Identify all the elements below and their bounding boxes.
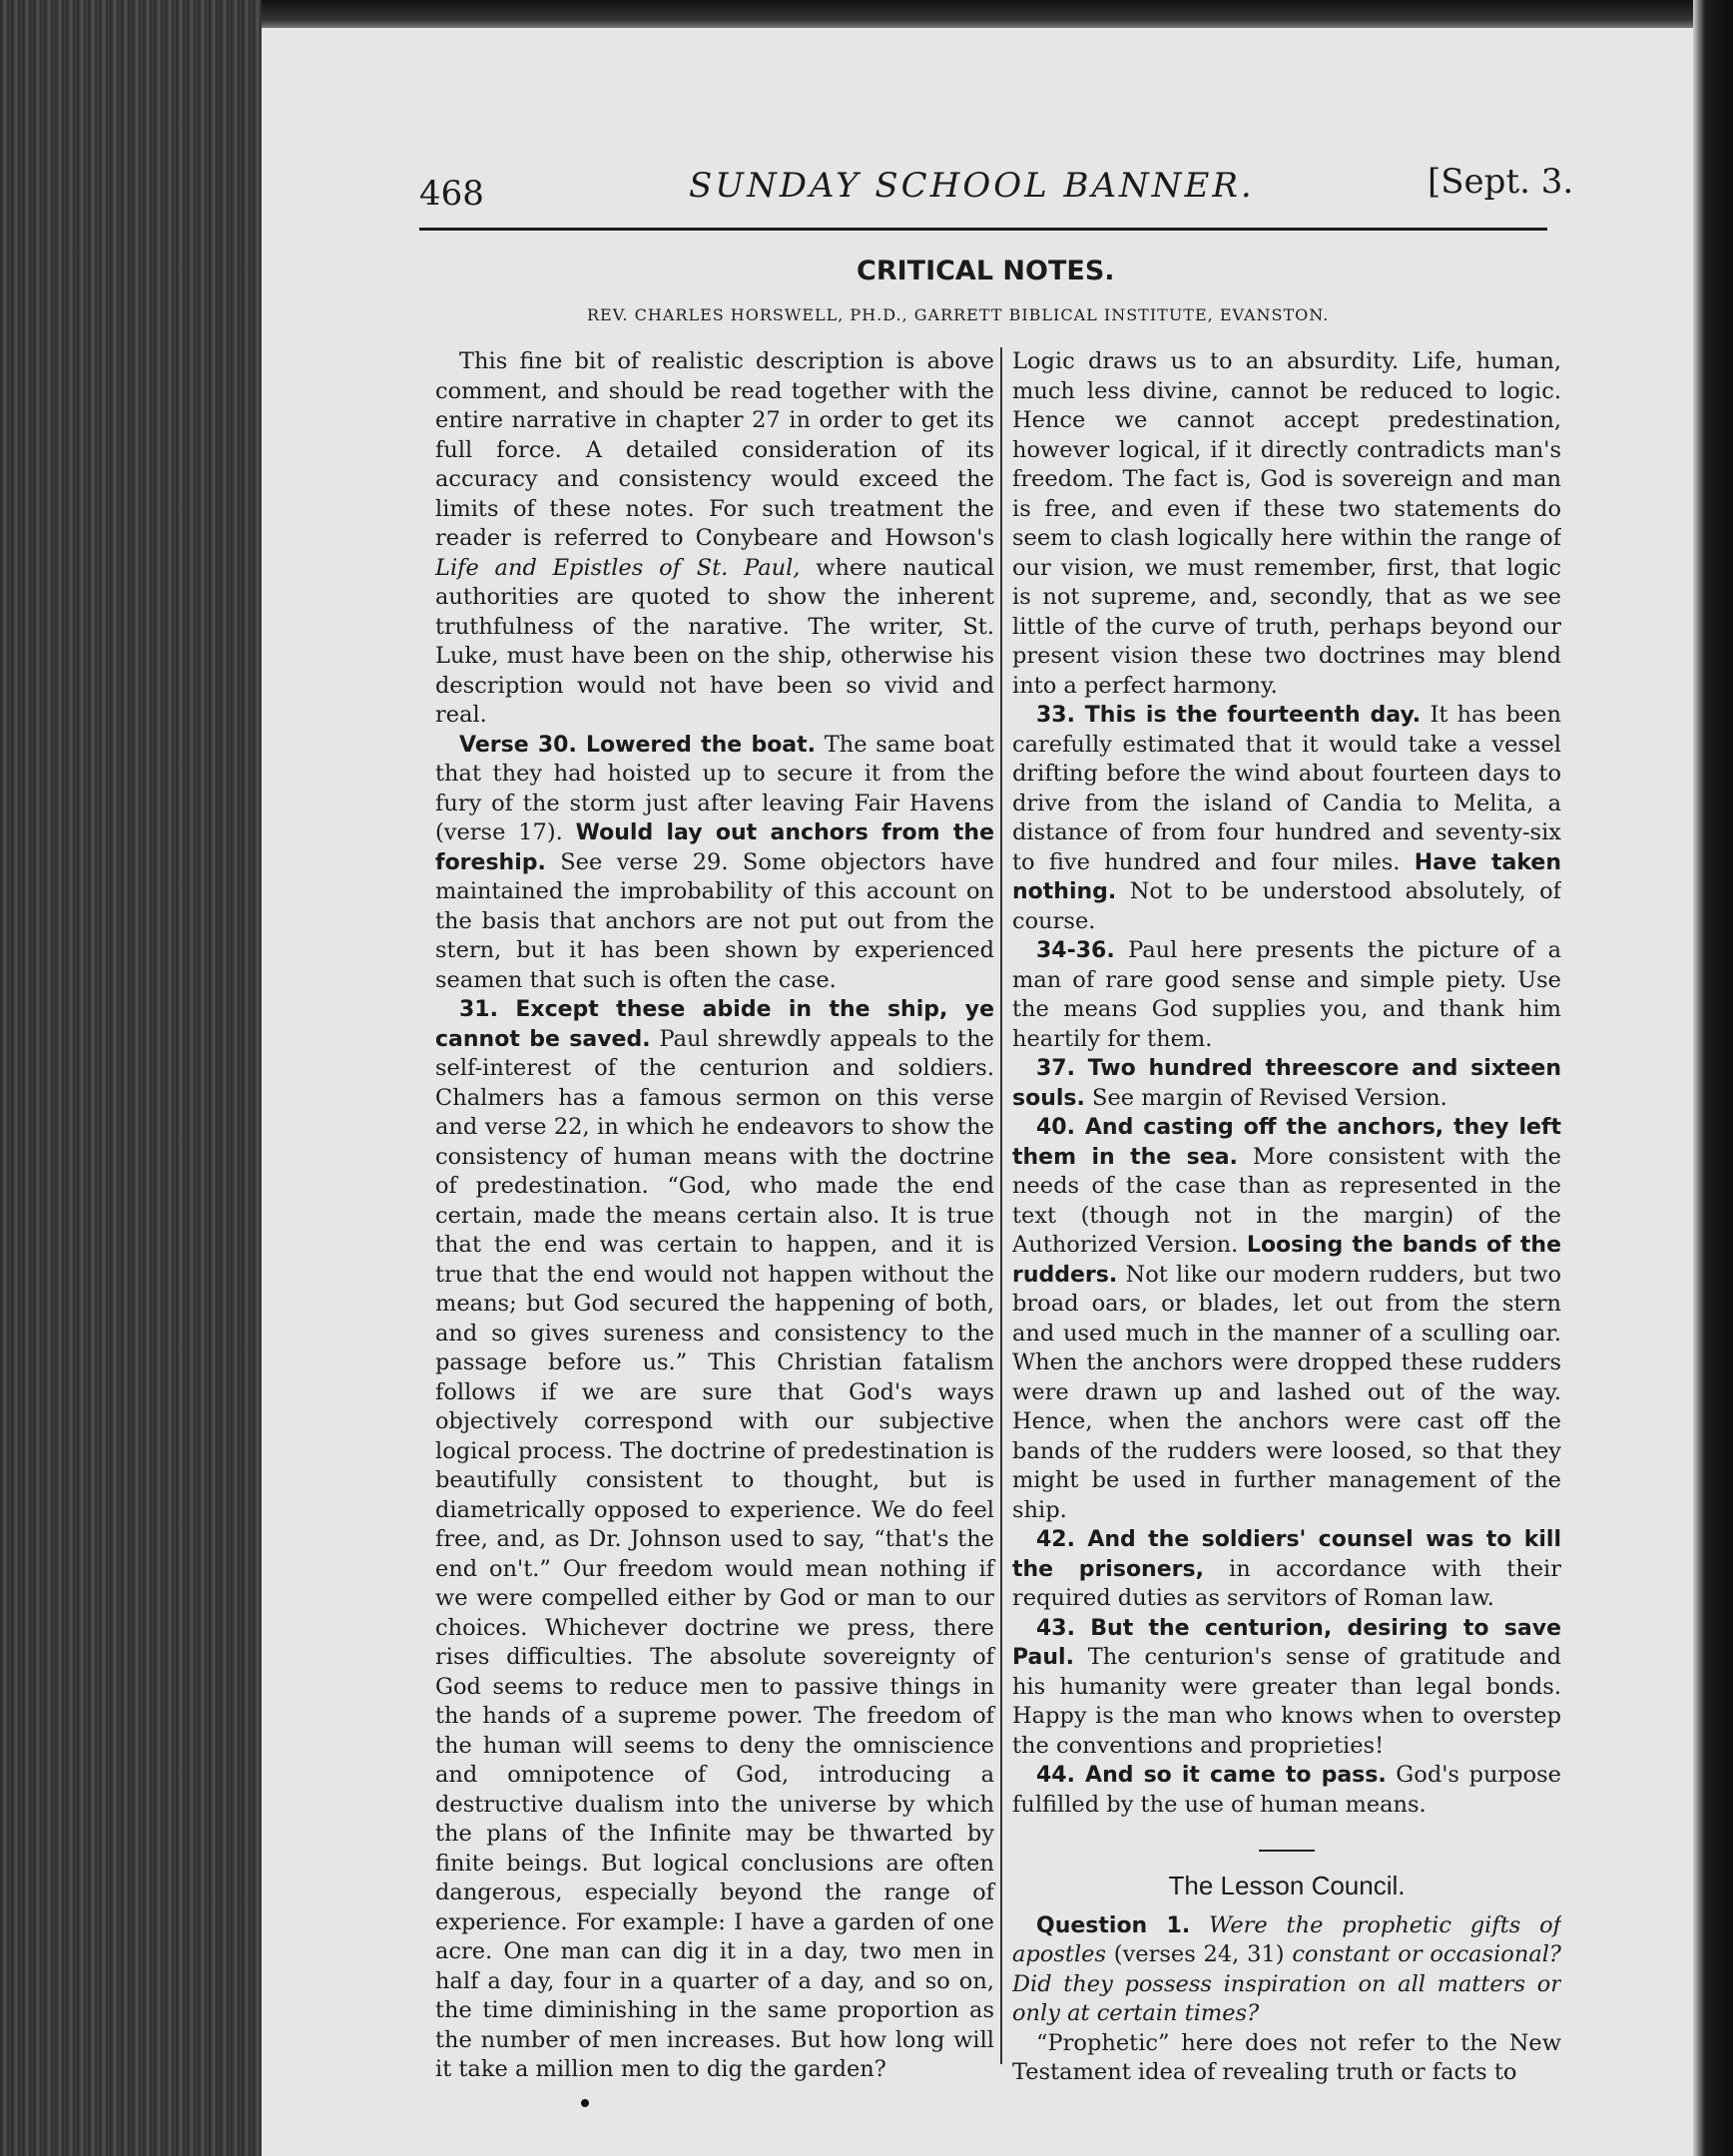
text-run: God's purpose fulfilled by the use of human means. <box>1012 1762 1561 1818</box>
text-run: This fine bit of realistic description is above comment, and should be read together with the entire narrative in chapter 27 in order to get its full force. A detailed consideration of its accuracy and consistency would exceed the limits of these notes. For such treatment the reader is referred to Conybeare and Howson's <box>435 348 994 551</box>
page-number: 468 <box>419 174 484 214</box>
text-run: The centurion's sense of gratitude and his humanity were greater than legal bonds. Happy is the man who knows when to overstep the conventions and proprieties! <box>1012 1644 1561 1759</box>
verse-heading: 33. This is the fourteenth day. <box>1036 703 1422 728</box>
text-run: See verse 29. Some objectors have maintained the improbability of this account on the basis that anchors are not put out from the stern, but it has been shown by experienced seamen that such is often the case. <box>435 848 994 993</box>
verse-heading: Loosing the bands of the rudders. <box>1012 1233 1561 1288</box>
issue-date: [Sept. 3. <box>1428 162 1574 202</box>
text-run: It has been carefully estimated that it would take a vessel drifting before the wind about fourteen days to drive from the island of Candia to Melita, a distance of from four hundred and seventy-six to five hundred and four miles. <box>1012 702 1561 875</box>
text-run: The same boat that they had hoisted up to secure it from the fury of the storm just after leaving Fair Havens (verse 17). <box>435 731 994 845</box>
book-page-edges <box>0 0 262 2156</box>
verse-heading: 40. And casting off the anchors, they left them in the sea. <box>1012 1115 1561 1170</box>
section-divider <box>1259 1850 1315 1852</box>
note-verse-43 <box>1012 1614 1561 1762</box>
section-title: CRITICAL NOTES. <box>857 256 1115 286</box>
journal-title: SUNDAY SCHOOL BANNER. <box>689 166 1255 206</box>
text-run: Not to be understood absolutely, of course. <box>1012 878 1561 934</box>
question-heading: Question 1. <box>1036 1912 1191 1938</box>
text-run: More consistent with the needs of the case than as represented in the text (though not in the margin) of the Authorized Version. <box>1012 1143 1561 1258</box>
header-rule <box>419 228 1547 231</box>
question-text: Were the prophetic gifts of apostles <box>1012 1911 1561 1967</box>
text-run: Paul here presents the picture of a man of rare good sense and simple piety. Use the means God supplies you, and thank him heartily for them. <box>1012 937 1561 1052</box>
column-divider <box>1000 347 1002 2064</box>
ink-smudge <box>580 2098 591 2109</box>
note-verse-40 <box>1012 1113 1561 1525</box>
question-1 <box>1012 1911 1561 2029</box>
note-verse-42 <box>1012 1525 1561 1614</box>
note-verse-34-36 <box>1012 936 1561 1054</box>
right-column <box>1012 347 1561 2144</box>
verse-heading: Would lay out anchors from the foreship. <box>435 820 995 875</box>
text-run: Paul shrewdly appeals to the self-interest of the centurion and soldiers. Chalmers has a famous sermon on this verse and verse 22, in which he endeavors to show the consistency of human means with the doctrine of predestination. “God, who made the end certain, made the means certain also. It is true that the end was certain to happen, and it is true that the end would not happen without the means; but God secured the happening of both, and so gives sureness and consistency to the passage before us.” This Christian fatalism follows if we are sure that God's ways objectively correspond with our subjective logical process. The doctrine of predestination is beautifully consistent to thought, but is diametrically opposed to experience. We do feel free, and, as Dr. Johnson used to say, “that's the end on't.” Our freedom would mean nothing if we were compelled either by God or man to our choices. Whichever doctrine we press, there rises difficulties. The absolute sovereignty of God seems to reduce men to passive things in the hands of a supreme power. The freedom of the human will seems to deny the omniscience and omnipotence of God, introducing a destructive dualism into the universe by which the plans of the Infinite may be thwarted by finite beings. But logical conclusions are often dangerous, especially beyond the range of experience. For example: I have a garden of one acre. One man can dig it in a day, two men in half a day, four in a quarter of a day, and so on, the time diminishing in the same proportion as the number of men increases. But how long will it take a million men to dig the garden? <box>435 1025 994 2082</box>
verse-heading: 43. But the centurion, desiring to save Paul. <box>1012 1615 1561 1670</box>
book-right-edge <box>1693 0 1733 2156</box>
question-text: constant or occasional? Did they possess inspiration on all matters or only at certain times? <box>1012 1941 1561 2026</box>
text-run: in accordance with their required duties as servitors of Roman law. <box>1012 1555 1561 1611</box>
text-run: See margin of Revised Version. <box>1084 1084 1447 1111</box>
intro-paragraph <box>435 347 994 731</box>
text-run: where nautical authorities are quoted to show the inherent truthfulness of the narative. The writer, St. Luke, must have been on the ship, otherwise his description would not have been so vivid and real. <box>435 554 994 728</box>
verse-heading: Verse 30. Lowered the boat. <box>459 732 817 758</box>
lesson-council-title: The Lesson Council. <box>1168 1871 1406 1900</box>
text-run: (verses 24, 31) <box>1106 1941 1293 1967</box>
verse-heading: 34-36. <box>1036 938 1115 963</box>
running-head <box>419 144 1733 214</box>
note-verse-37 <box>1012 1054 1561 1113</box>
author-byline: REV. CHARLES HORSWELL, PH.D., GARRETT BIBLICAL INSTITUTE, EVANSTON. <box>587 305 1330 324</box>
verse-heading: Have taken nothing. <box>1012 849 1561 904</box>
answer-paragraph: “Prophetic” here does not refer to the New Testament idea of revealing truth or facts to <box>1012 2029 1561 2085</box>
text-run: Not like our modern rudders, but two broad oars, or blades, let out from the stern and used much in the manner of a sculling oar. When the anchors were dropped these rudders were drawn up and lashed out of the way. Hence, when the anchors were cast off the bands of the rudders were loosed, so that they might be used in further management of the ship. <box>1012 1261 1561 1523</box>
book-title-italic: Life and Epistles of St. Paul, <box>435 554 801 581</box>
verse-heading: 37. Two hundred threescore and sixteen souls. <box>1012 1056 1561 1111</box>
note-verse-33 <box>1012 701 1561 936</box>
note-verse-30 <box>435 731 994 996</box>
page <box>262 28 1693 2156</box>
note-verse-31 <box>435 995 994 2085</box>
continued-paragraph: Logic draws us to an absurdity. Life, human, much less divine, cannot be reduced to logic. Hence we cannot accept predestination, however logical, if it directly contradicts man's freedom. The fact is, God is sovereign and man is free, and even if these two statements do seem to clash logically here within the range of our vision, we must remember, first, that logic is not supreme, and, secondly, that as we see little of the curve of truth, perhaps beyond our present vision these two doctrines may blend into a perfect harmony. <box>1012 348 1561 699</box>
verse-heading: 31. Except these abide in the ship, ye cannot be saved. <box>435 997 994 1052</box>
left-column <box>435 347 994 2085</box>
verse-heading: 42. And the soldiers' counsel was to kill the prisoners, <box>1012 1527 1561 1582</box>
verse-heading: 44. And so it came to pass. <box>1036 1763 1387 1788</box>
note-verse-44 <box>1012 1761 1561 1820</box>
